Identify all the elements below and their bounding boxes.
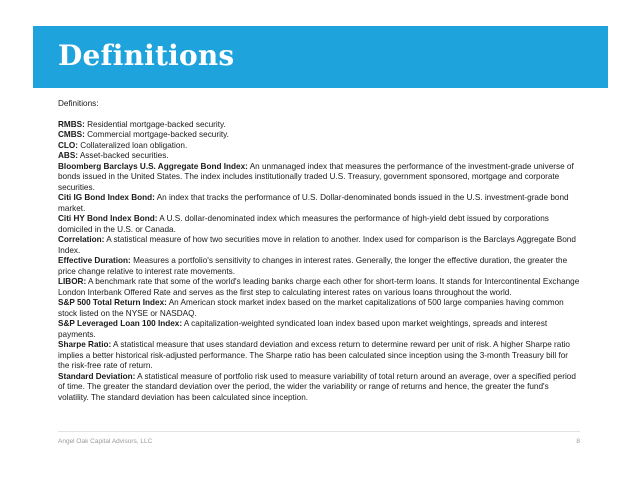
definition-term: S&P Leveraged Loan 100 Index:	[58, 319, 183, 328]
footer-company: Angel Oak Capital Advisors, LLC	[58, 438, 153, 445]
definition-correlation	[58, 235, 580, 256]
definition-text: An unmanaged index that measures the performance of the investment-grade universe of bonds issued in the United States. The index includes institutionally traded U.S. Treasury, government sponsored, mortgage and corporate securities.	[58, 161, 574, 192]
definition-us-aggregate-bond-index	[58, 162, 580, 194]
definitions-intro: Definitions:	[58, 99, 99, 108]
definition-text: Commercial mortgage-backed security.	[84, 130, 229, 139]
definition-abs	[58, 151, 580, 162]
definition-term: S&P 500 Total Return Index:	[58, 298, 167, 307]
definition-citi-ig-bond-index	[58, 193, 580, 214]
definition-term: Citi IG Bond Index Bond:	[58, 193, 155, 202]
definition-term: Bloomberg Barclays U.S. Aggregate Bond Index:	[58, 161, 248, 171]
definition-term: CLO:	[58, 140, 79, 150]
definition-term: Effective Duration:	[58, 256, 131, 265]
definition-sharpe-ratio	[58, 340, 580, 372]
definitions-content	[58, 99, 580, 403]
definition-text: A statistical measure of how two securities move in relation to another. Index used for comparison is the Barclays Aggregate Bond Index.	[58, 235, 576, 255]
definition-clo	[58, 141, 580, 152]
definition-term: Citi HY Bond Index Bond:	[58, 214, 158, 223]
definition-term: RMBS:	[58, 119, 85, 129]
definition-term: LIBOR:	[58, 277, 87, 286]
definition-term: CMBS:	[58, 130, 85, 139]
page-number: 8	[576, 438, 580, 445]
title-banner	[33, 26, 608, 88]
definition-text: A capitalization-weighted syndicated loan index based upon market weightings, spreads and interest payments.	[58, 319, 548, 339]
definition-citi-hy-bond-index	[58, 214, 580, 235]
definition-text: Residential mortgage-backed security.	[84, 119, 226, 129]
definition-libor	[58, 277, 580, 298]
definition-term: Sharpe Ratio:	[58, 340, 112, 349]
definition-term: ABS:	[58, 151, 79, 160]
definition-text: Measures a portfolio's sensitivity to changes in interest rates. Generally, the longer the effective duration, the greater the price change relative to interest rate movements.	[58, 256, 568, 276]
definition-standard-deviation	[58, 372, 580, 404]
definition-text: A statistical measure that uses standard deviation and excess return to determine reward per unit of risk. A higher Sharpe ratio implies a better historical risk-adjusted performance. The Sharpe ratio has been calculated since inception using the 3-month Treasury bill for the risk-free rate of return.	[58, 340, 570, 370]
footer-divider	[58, 431, 580, 432]
definition-effective-duration	[58, 256, 580, 277]
definition-text: An index that tracks the performance of U.S. Dollar-denominated bonds issued in the U.S. investment-grade bond market.	[58, 193, 569, 213]
definition-cmbs	[58, 130, 580, 141]
page-title: Definitions	[58, 39, 235, 72]
definition-term: Correlation:	[58, 235, 105, 244]
definition-sp500-total-return	[58, 298, 580, 319]
definition-text: An American stock market index based on the market capitalizations of 500 large companies having common stock listed on the NYSE or NASDAQ.	[58, 298, 564, 318]
definition-text: Asset-backed securities.	[78, 151, 169, 160]
definition-rmbs	[58, 120, 580, 131]
definition-text: A statistical measure of portfolio risk used to measure variability of total return around an average, over a specified period of time. The greater the standard deviation over the period, the wider the variability or range of returns and hence, the greater the fund's volatility. The standard deviation has been calculated since inception.	[58, 371, 576, 402]
definition-sp-leveraged-loan-100	[58, 319, 580, 340]
definition-text: A U.S. dollar-denominated index which measures the performance of high-yield debt issued by corporations domiciled in the U.S. or Canada.	[58, 214, 549, 234]
definition-term: Standard Deviation:	[58, 371, 136, 381]
definition-text: Collateralized loan obligation.	[78, 140, 188, 150]
definition-text: A benchmark rate that some of the world's leading banks charge each other for short-term loans. It stands for Intercontinental Exchange London Interbank Offered Rate and serves as the first step to calculating interest rates on various loans throughout the world.	[58, 277, 580, 297]
